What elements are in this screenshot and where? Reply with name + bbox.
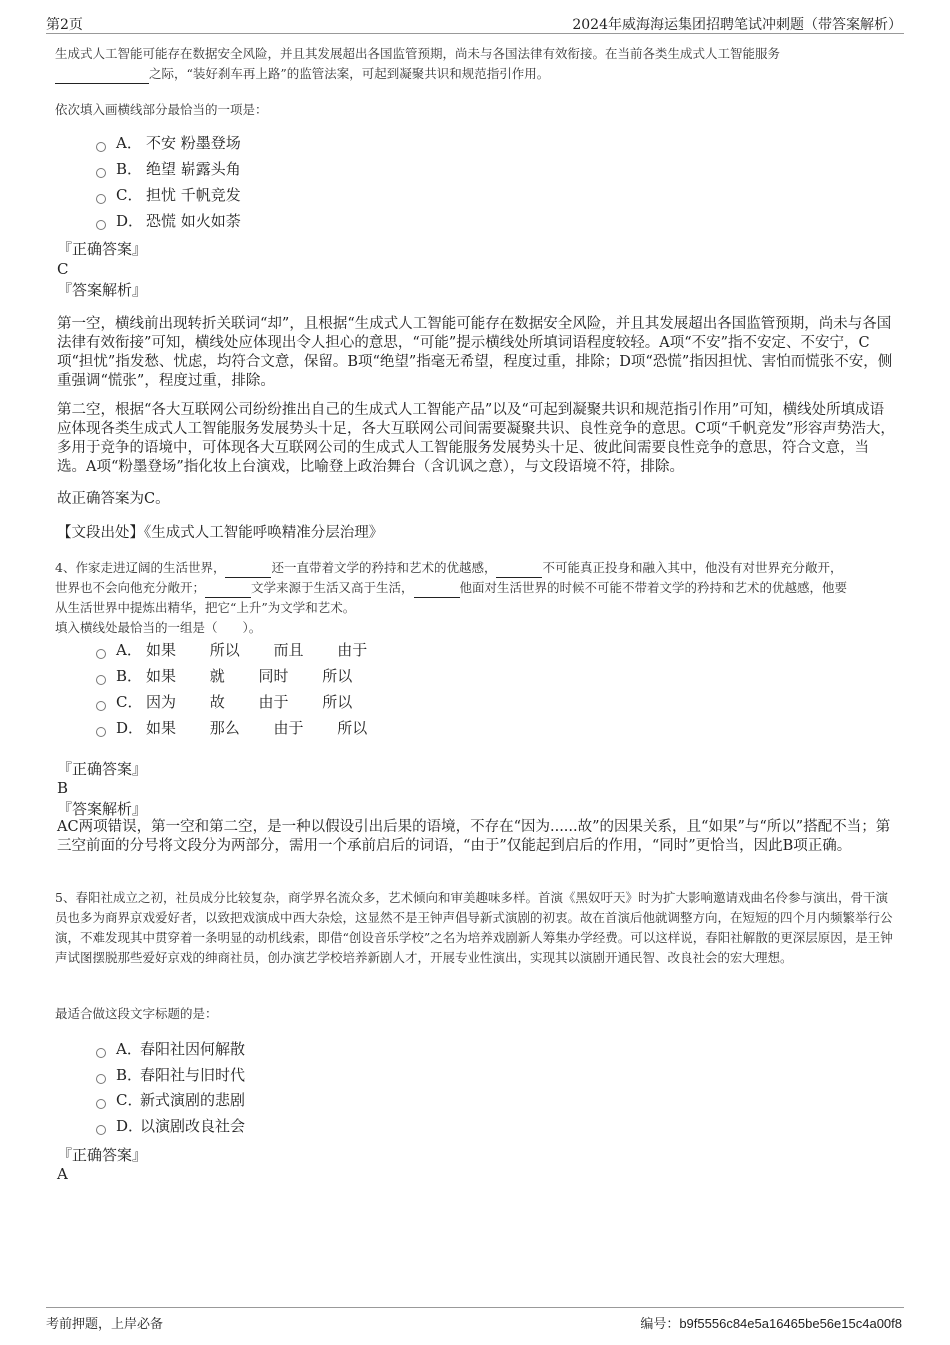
footer-slogan: 考前押题，上岸必备 bbox=[46, 1317, 164, 1332]
option-text: 不安 粉墨登场 bbox=[146, 134, 241, 152]
option-text: 春阳社因何解散 bbox=[140, 1040, 246, 1058]
q3-analysis-label: 『答案解析』 bbox=[57, 281, 148, 299]
q3-option-b[interactable] bbox=[96, 159, 241, 179]
q5-stem: 5、春阳社成立之初，社员成分比较复杂，商学界名流众多，艺术倾向和审美趣味多样。首演《黑奴吁天》时为扩大影响邀请戏曲名伶参与演出，骨干演员也多为商界京戏爱好者，以致把戏演成中西大杂烩，这显然不是王钟声倡导新式演剧的初衷。故在首演后他就调整方向，在短短的四个月内频繁举行公演，不难发现其中贯穿着一条明显的动机线索，即借“创设音乐学校”之名为培养戏剧新人筹集办学经费。可以这样说，春阳社解散的更深层原因，是王钟声试图摆脱那些爱好京戏的绅商社员，创办演艺学校培养新剧人才，开展专业性演出，实现其以演剧开通民智、改良社会的宏大理想。 bbox=[55, 890, 893, 965]
q4-option-c[interactable] bbox=[96, 692, 352, 712]
option-text: 如果 就 同时 所以 bbox=[146, 667, 353, 685]
q3-stem bbox=[55, 44, 900, 84]
option-text: 恐慌 如火如荼 bbox=[146, 212, 241, 230]
option-text: 如果 所以 而且 由于 bbox=[146, 641, 368, 659]
option-letter: C． bbox=[116, 1091, 143, 1109]
radio-icon[interactable] bbox=[96, 727, 106, 737]
header-divider bbox=[46, 33, 904, 34]
radio-icon[interactable] bbox=[96, 1048, 106, 1058]
q3-option-d[interactable] bbox=[96, 211, 241, 231]
option-letter: C． bbox=[116, 693, 143, 711]
q4-blank-4 bbox=[414, 583, 460, 598]
q5-option-c[interactable] bbox=[96, 1090, 245, 1110]
q4-option-b[interactable] bbox=[96, 666, 352, 686]
option-letter: A． bbox=[116, 1040, 142, 1058]
option-letter: D． bbox=[116, 719, 144, 737]
footer-code-label: 编号： bbox=[640, 1317, 680, 1332]
q3-option-c[interactable] bbox=[96, 185, 241, 205]
q3-stem-part-2: 之际，“装好刹车再上路”的监管法案，可起到凝聚共识和规范指引作用。 bbox=[149, 66, 550, 81]
document-title: 2024年威海海运集团招聘笔试冲刺题（带答案解析） bbox=[572, 17, 902, 33]
q4-option-d[interactable] bbox=[96, 718, 367, 738]
q4-analysis-label: 『答案解析』 bbox=[57, 800, 148, 818]
option-letter: B． bbox=[116, 160, 143, 178]
radio-icon[interactable] bbox=[96, 220, 106, 230]
q3-blank bbox=[55, 69, 149, 84]
q4-blank-1 bbox=[225, 563, 271, 578]
option-letter: A． bbox=[116, 641, 142, 659]
q5-answer-label: 『正确答案』 bbox=[57, 1146, 148, 1164]
radio-icon[interactable] bbox=[96, 1125, 106, 1135]
q4-stem bbox=[55, 558, 905, 638]
q5-answer: A bbox=[57, 1165, 68, 1183]
q3-stem-part-1: 生成式人工智能可能存在数据安全风险，并且其发展超出各国监管预期，尚未与各国法律有效衔接。在当前各类生成式人工智能服务 bbox=[55, 46, 781, 61]
q4-analysis: AC两项错误，第一空和第二空，是一种以假设引出后果的语境，不存在“因为......故”的因果关系，且“如果”与“所以”搭配不当；第三空前面的分号将文段分为两部分，需用一个承前启后的词语，“由于”仅能起到启后的作用，“同时”更恰当，因此B项正确。 bbox=[57, 819, 891, 854]
radio-icon[interactable] bbox=[96, 194, 106, 204]
option-text: 春阳社与旧时代 bbox=[140, 1066, 246, 1084]
q4-answer: B bbox=[57, 779, 69, 797]
option-text: 绝望 崭露头角 bbox=[146, 160, 241, 178]
q5-prompt: 最适合做这段文字标题的是： bbox=[55, 1006, 218, 1021]
q4-stem-part: 还一直带着文学的矜持和艺术的优越感， bbox=[271, 560, 497, 575]
q4-stem-part: 不可能真正投身和融入其中，他没有对世界充分敞开， bbox=[542, 560, 843, 575]
q5-option-b[interactable] bbox=[96, 1065, 245, 1085]
footer-code-value: b9f5556c84e5a16465be56e15c4a00f8 bbox=[679, 1316, 902, 1331]
radio-icon[interactable] bbox=[96, 1099, 106, 1109]
q5-option-d[interactable] bbox=[96, 1116, 245, 1136]
q4-stem-part: 他面对生活世界的时候不可能不带着文学的矜持和艺术的优越感，他要 bbox=[459, 580, 848, 595]
option-text: 如果 那么 由于 所以 bbox=[146, 719, 368, 737]
option-letter: D． bbox=[116, 1117, 144, 1135]
q3-answer-label: 『正确答案』 bbox=[57, 240, 148, 258]
q4-answer-label: 『正确答案』 bbox=[57, 760, 148, 778]
radio-icon[interactable] bbox=[96, 168, 106, 178]
page-number: 第2页 bbox=[46, 17, 83, 33]
q4-prompt: 填入横线处最恰当的一组是（ ）。 bbox=[55, 620, 262, 635]
radio-icon[interactable] bbox=[96, 1074, 106, 1084]
q5-option-a[interactable] bbox=[96, 1039, 245, 1059]
radio-icon[interactable] bbox=[96, 142, 106, 152]
option-letter: C． bbox=[116, 186, 143, 204]
option-text: 担忧 千帆竞发 bbox=[146, 186, 241, 204]
q3-analysis-1: 第一空，横线前出现转折关联词“却”，且根据“生成式人工智能可能存在数据安全风险，并且其发展超出各国监管预期，尚未与各国法律有效衔接”可知，横线处应体现出令人担心的意思，“可能”提示横线处所填词语程度较轻。A项“不安”指不安定、不安宁，C项“担忧”指发愁、忧虑，均符合文意，保留。B项“绝望”指毫无希望，程度过重，排除；D项“恐慌”指因担忧、害怕而慌张不安，侧重强调“慌张”，程度过重，排除。 bbox=[57, 316, 893, 389]
q3-analysis-2: 第二空，根据“各大互联网公司纷纷推出自己的生成式人工智能产品”以及“可起到凝聚共识和规范指引作用”可知，横线处所填成语应体现各类生成式人工智能服务发展势头十足，各大互联网公司间需要凝聚共识、良性竞争的意思。C项“千帆竞发”形容声势浩大，多用于竞争的语境中，可体现各大互联网公司的生成式人工智能服务发展势头十足、彼此间需要良性竞争的意思，符合文意，当选。A项“粉墨登场”指化妆上台演戏，比喻登上政治舞台（含讥讽之意），与文段语境不符，排除。 bbox=[57, 402, 895, 475]
radio-icon[interactable] bbox=[96, 675, 106, 685]
q4-blank-3 bbox=[205, 583, 251, 598]
q4-stem-part: 世界也不会向他充分敞开； bbox=[55, 580, 206, 595]
option-text: 因为 故 由于 所以 bbox=[146, 693, 353, 711]
option-letter: B． bbox=[116, 667, 143, 685]
q4-stem-part: 4、作家走进辽阔的生活世界， bbox=[55, 560, 226, 575]
q4-stem-part: 从生活世界中提炼出精华，把它“上升”为文学和艺术。 bbox=[55, 600, 356, 615]
q4-stem-part: 文学来源于生活又高于生活， bbox=[251, 580, 414, 595]
footer-code bbox=[640, 1313, 902, 1332]
option-text: 新式演剧的悲剧 bbox=[140, 1091, 246, 1109]
q3-conclusion: 故正确答案为C。 bbox=[57, 491, 170, 507]
footer-divider bbox=[46, 1307, 904, 1308]
option-text: 以演剧改良社会 bbox=[140, 1117, 246, 1135]
q3-answer: C bbox=[57, 260, 69, 278]
q3-prompt: 依次填入画横线部分最恰当的一项是： bbox=[55, 102, 268, 117]
option-letter: D． bbox=[116, 212, 144, 230]
option-letter: B． bbox=[116, 1066, 143, 1084]
option-letter: A． bbox=[116, 134, 142, 152]
q4-option-a[interactable] bbox=[96, 640, 367, 660]
radio-icon[interactable] bbox=[96, 701, 106, 711]
q3-option-a[interactable] bbox=[96, 133, 241, 153]
q3-source: 【文段出处】《生成式人工智能呼唤精准分层治理》 bbox=[57, 525, 384, 541]
q4-blank-2 bbox=[496, 563, 542, 578]
radio-icon[interactable] bbox=[96, 649, 106, 659]
